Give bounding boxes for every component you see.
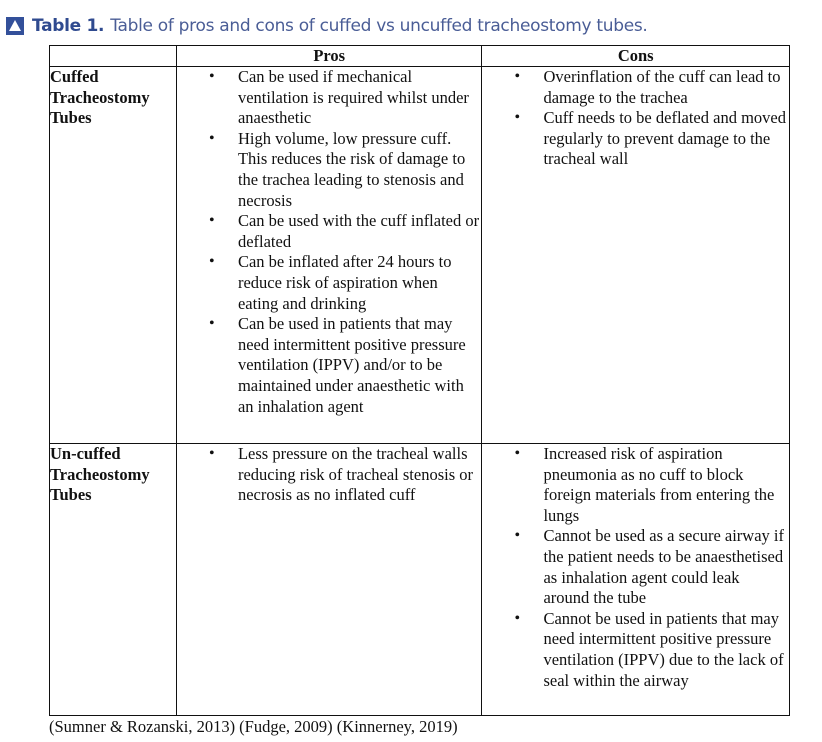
list-item: • Cannot be used as a secure airway if the patient needs to be anaesthetised as inhalation agent could leak around the tube <box>482 526 789 608</box>
row-label-text: Un-cuffed Tracheostomy Tubes <box>50 444 150 505</box>
uncuffed-cons-cell <box>482 444 790 716</box>
list-item: • Cannot be used in patients that may need intermittent positive pressure ventilation (IPPV) due to the lack of seal within the airway <box>482 609 789 691</box>
cuffed-cons-list <box>482 67 789 170</box>
row-label-uncuffed <box>50 444 177 716</box>
list-item: • Can be used with the cuff inflated or deflated <box>177 211 482 252</box>
caption-label: Table 1. <box>32 16 105 36</box>
list-item: • Less pressure on the tracheal walls reducing risk of tracheal stenosis or necrosis as no inflated cuff <box>177 444 482 506</box>
list-item: • Overinflation of the cuff can lead to damage to the trachea <box>482 67 789 108</box>
table-caption <box>6 13 648 39</box>
list-item: • Can be inflated after 24 hours to reduce risk of aspiration when eating and drinking <box>177 252 482 314</box>
row-label-text: Cuffed Tracheostomy Tubes <box>50 67 150 128</box>
header-cons: Cons <box>482 46 790 67</box>
list-item: • High volume, low pressure cuff. This reduces the risk of damage to the trachea leading to stenosis and necrosis <box>177 129 482 211</box>
row-label-cuffed <box>50 67 177 444</box>
citation-text: (Sumner & Rozanski, 2013) (Fudge, 2009) (Kinnerney, 2019) <box>49 717 458 736</box>
list-item: • Can be used in patients that may need intermittent positive pressure ventilation (IPPV) and/or to be maintained under anaesthetic with an inhalation agent <box>177 314 482 417</box>
header-empty <box>50 46 177 67</box>
cuffed-cons-cell <box>482 67 790 444</box>
pros-cons-table <box>49 45 790 716</box>
table-row-uncuffed <box>50 444 790 716</box>
cuffed-pros-cell <box>176 67 482 444</box>
cuffed-pros-list <box>177 67 482 417</box>
uncuffed-pros-cell <box>176 444 482 716</box>
list-item: • Increased risk of aspiration pneumonia as no cuff to block foreign materials from entering the lungs <box>482 444 789 526</box>
list-item: • Can be used if mechanical ventilation is required whilst under anaesthetic <box>177 67 482 129</box>
uncuffed-pros-list <box>177 444 482 506</box>
uncuffed-cons-list <box>482 444 789 691</box>
caption-text: Table of pros and cons of cuffed vs uncuffed tracheostomy tubes. <box>110 16 648 36</box>
header-row <box>50 46 790 67</box>
header-pros: Pros <box>176 46 482 67</box>
table-row-cuffed <box>50 67 790 444</box>
list-item: • Cuff needs to be deflated and moved regularly to prevent damage to the tracheal wall <box>482 108 789 170</box>
triangle-up-icon <box>6 17 24 35</box>
